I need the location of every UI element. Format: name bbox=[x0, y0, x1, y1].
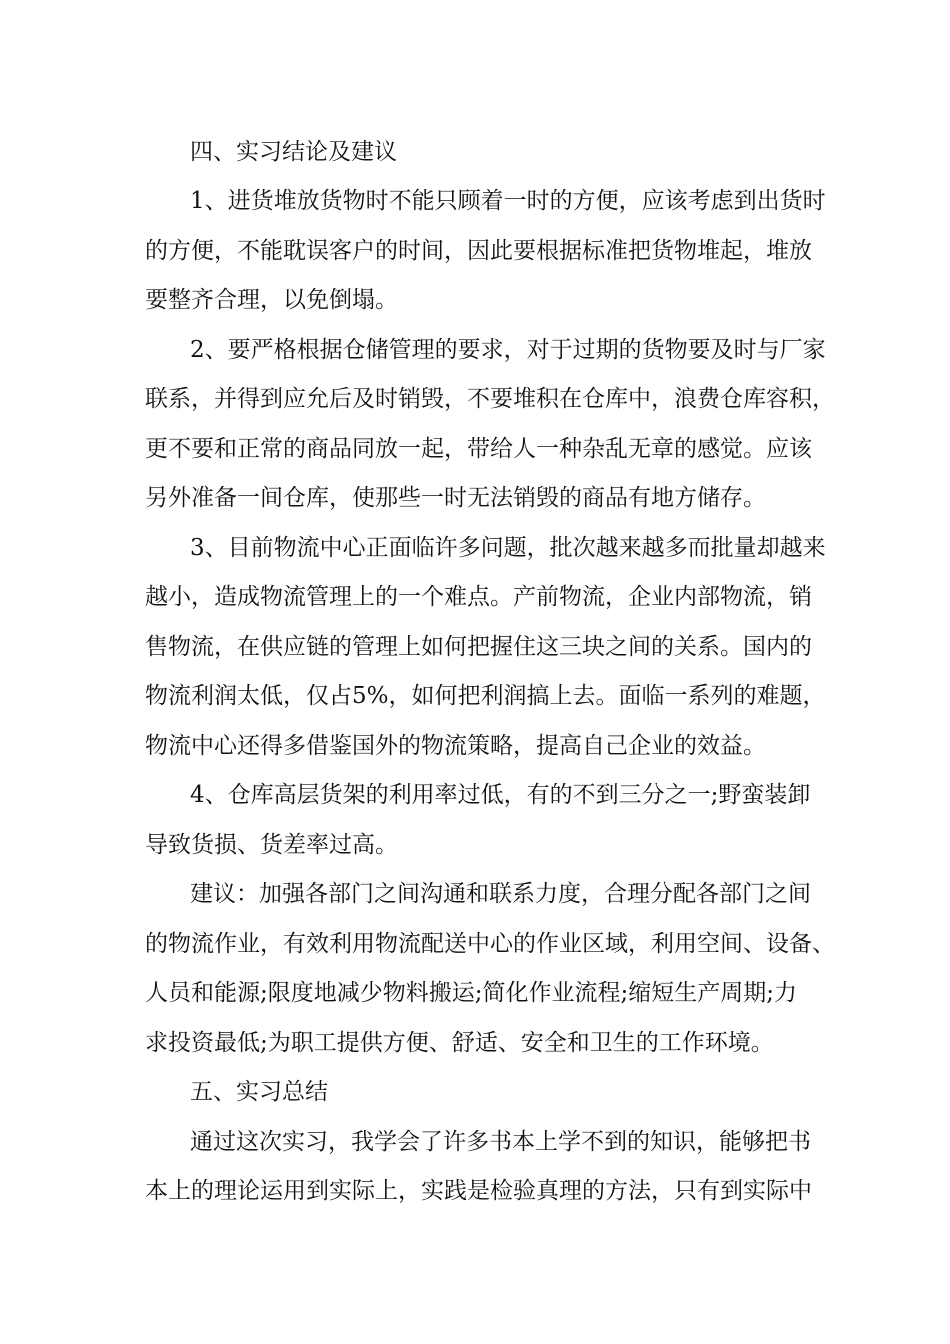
item-1-line-1: 1、进货堆放货物时不能只顾着一时的方便，应该考虑到出货时 bbox=[190, 188, 826, 214]
summary-line-1: 通过这次实习，我学会了许多书本上学不到的知识，能够把书 bbox=[190, 1129, 811, 1155]
item-3-line-4: 物流利润太低，仅占5%，如何把利润搞上去。面临一系列的难题， bbox=[145, 683, 826, 709]
item-1-line-2: 的方便，不能耽误客户的时间，因此要根据标准把货物堆起，堆放 bbox=[145, 238, 812, 264]
item-3-line-3: 售物流，在供应链的管理上如何把握住这三块之间的关系。国内的 bbox=[145, 634, 812, 660]
suggestion-line-2: 的物流作业，有效利用物流配送中心的作业区域，利用空间、设备、 bbox=[145, 931, 835, 957]
suggestion-line-1: 建议：加强各部门之间沟通和联系力度，合理分配各部门之间 bbox=[190, 881, 811, 907]
section-5-heading: 五、实习总结 bbox=[190, 1079, 328, 1105]
suggestion-line-4: 求投资最低;为职工提供方便、舒适、安全和卫生的工作环境。 bbox=[145, 1030, 774, 1056]
summary-line-2: 本上的理论运用到实际上，实践是检验真理的方法，只有到实际中 bbox=[145, 1178, 812, 1204]
item-4-line-2: 导致货损、货差率过高。 bbox=[145, 832, 398, 858]
section-4-heading: 四、实习结论及建议 bbox=[190, 139, 397, 165]
item-3-line-2: 越小，造成物流管理上的一个难点。产前物流，企业内部物流，销 bbox=[145, 584, 812, 610]
item-4-line-1: 4、仓库高层货架的利用率过低，有的不到三分之一;野蛮装卸 bbox=[190, 782, 811, 808]
item-2-line-1: 2、要严格根据仓储管理的要求，对于过期的货物要及时与厂家 bbox=[190, 337, 826, 363]
item-2-line-3: 更不要和正常的商品同放一起，带给人一种杂乱无章的感觉。应该 bbox=[145, 436, 812, 462]
item-3-line-5: 物流中心还得多借鉴国外的物流策略，提高自己企业的效益。 bbox=[145, 733, 766, 759]
item-1-line-3: 要整齐合理，以免倒塌。 bbox=[145, 287, 398, 313]
item-3-line-1: 3、目前物流中心正面临许多问题，批次越来越多而批量却越来 bbox=[190, 535, 826, 561]
item-2-line-4: 另外准备一间仓库，使那些一时无法销毁的商品有地方储存。 bbox=[145, 485, 766, 511]
item-2-line-2: 联系，并得到应允后及时销毁，不要堆积在仓库中，浪费仓库容积， bbox=[145, 386, 835, 412]
suggestion-line-3: 人员和能源;限度地减少物料搬运;简化作业流程;缩短生产周期;力 bbox=[145, 980, 797, 1006]
